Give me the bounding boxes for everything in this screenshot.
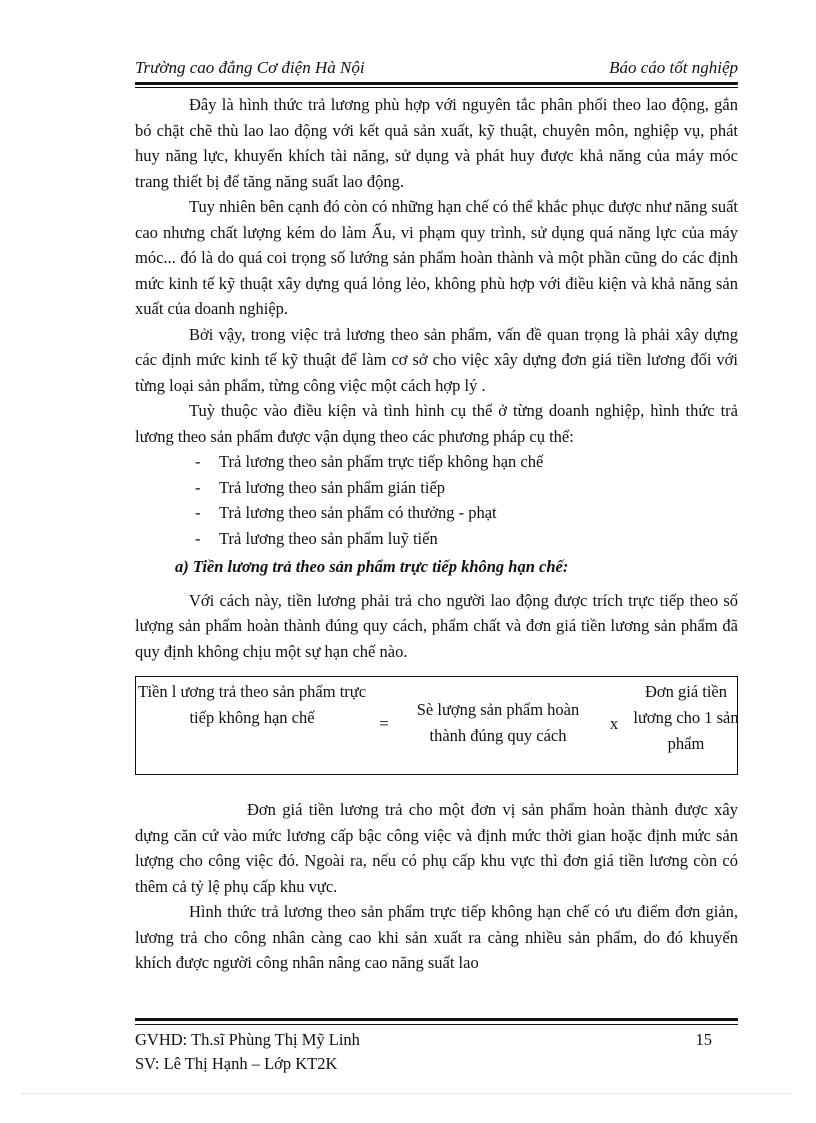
footer-student: SV: Lê Thị Hạnh – Lớp KT2K [135,1054,338,1073]
bullet-dash: - [195,528,201,548]
page-edge-dotted-line [22,1093,792,1094]
formula-left: Tiền l ương trả theo sản phẩm trực tiếp không hạn chế [137,682,367,727]
method-list [135,449,738,551]
bullet-dash: - [195,503,201,522]
formula-right: Đơn giá tiền lương cho 1 sản phẩm [633,682,739,753]
paragraph: Với cách này, tiền lương phải trả cho người lao động được trích trực tiếp theo số lượng sản phẩm hoàn thành đúng quy cách, phẩm chất và đơn giá tiền lương sản phẩm đã quy định không chịu một sự hạn chế nào. [135,590,738,661]
page-header [135,56,738,82]
paragraph: Đây là hình thức trả lương phù hợp với nguyên tắc phân phối theo lao động, gắn bó chặt chẽ thù lao lao động với kết quả sản xuất, kỹ thuật, chuyên môn, nghiệp vụ, phát huy năng lực, khuyến khích tài năng, sử dụng và phát huy được khả năng của máy móc trang thiết bị để tăng năng suất lao động. [135,95,738,191]
list-item-text: Trả lương theo sản phẩm trực tiếp không hạn chế [219,452,544,471]
header-rule-thick [135,82,738,85]
page-number: 15 [695,1030,712,1049]
page-footer [135,1028,738,1076]
bullet-dash: - [195,452,201,471]
document-body [135,92,738,976]
header-rule-thin [135,87,738,88]
formula-times: x [609,714,619,733]
header-report-title: Báo cáo tốt nghiệp [609,58,738,77]
list-item-text: Trả lương theo sản phẩm luỹ tiến [219,528,438,548]
formula-box [135,676,738,775]
list-item-text: Trả lương theo sản phẩm gián tiếp [219,477,446,497]
paragraph: Bởi vậy, trong việc trả lương theo sản phẩm, vấn đề quan trọng là phải xây dựng các định mức kinh tế kỹ thuật để làm cơ sở cho việc xây dựng đơn giá tiền lương đối với từng loại sản phẩm, từng công việc một cách hợp lý . [135,324,738,395]
header-school: Trường cao đẳng Cơ điện Hà Nội [135,58,365,77]
list-item [135,500,738,526]
formula-equals: = [379,714,389,733]
section-heading: a) Tiền lương trả theo sản phẩm trực tiếp không hạn chế: [175,557,569,576]
footer-rule-thin [135,1024,738,1025]
paragraph: Tuỳ thuộc vào điều kiện và tình hình cụ thể ở từng doanh nghiệp, hình thức trả lương theo sản phẩm được vận dụng theo các phương pháp cụ thể: [135,401,738,446]
footer-instructor: GVHD: Th.sĩ Phùng Thị Mỹ Linh [135,1030,360,1049]
list-item-text: Trả lương theo sản phẩm có thưởng - phạt [219,503,497,522]
list-item [135,449,738,475]
paragraph: Đơn giá tiền lương trả cho một đơn vị sản phẩm hoàn thành được xây dựng căn cứ vào mức lương cấp bậc công việc và định mức thời gian hoặc định mức sản lượng cho công việc đó. Ngoài ra, nếu có phụ cấp khu vực thì đơn giá tiền lương còn có thêm cả tỷ lệ phụ cấp khu vực. [135,800,738,896]
list-item [135,526,738,552]
paragraph: Hình thức trả lương theo sản phẩm trực tiếp không hạn chế có ưu điểm đơn giản, lương trả cho công nhân càng cao khi sản xuất ra càng nhiều sản phẩm, do đó khuyến khích được người công nhân nâng cao năng suất lao [135,902,738,972]
list-item [135,475,738,501]
bullet-dash: - [195,477,201,497]
formula-middle: Sè lượng sản phẩm hoàn thành đúng quy cách [416,700,580,745]
footer-rule-thick [135,1018,738,1021]
paragraph: Tuy nhiên bên cạnh đó còn có những hạn chế có thể khắc phục được như năng suất cao nhưng chất lượng kém do làm Ẩu, vi phạm quy trình, sử dụng quá năng lực của máy móc... đó là do quá coi trọng số lướng sản phẩm hoàn thành và một phần cũng do các định mức kinh tế kỹ thuật xây dựng quá lỏng lẻo, không phù hợp với điều kiện và khả năng sản xuất của doanh nghiệp. [135,197,738,318]
